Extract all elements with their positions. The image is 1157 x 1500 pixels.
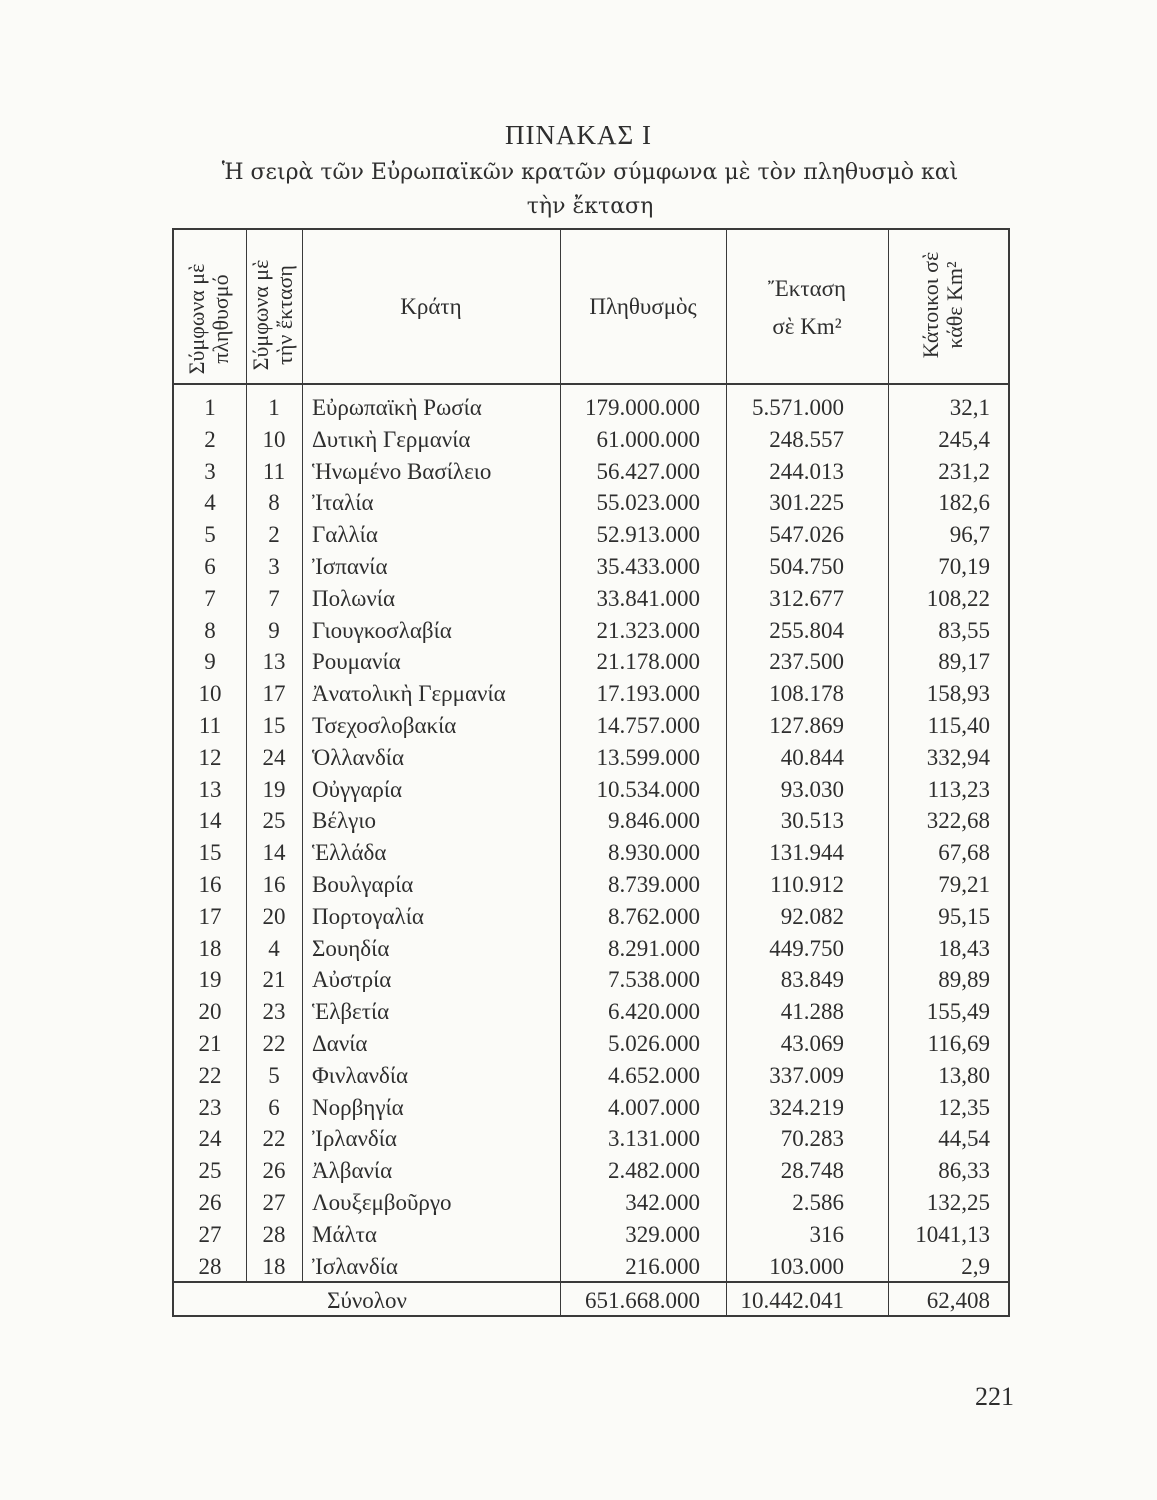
- cell-population: 17.193.000: [596, 681, 700, 707]
- cell-rank-area: 6: [268, 1094, 280, 1120]
- cell-population: 52.913.000: [596, 522, 700, 548]
- table-row: [174, 424, 1012, 456]
- cell-state-name: Ἰρλανδία: [312, 1126, 397, 1152]
- cell-rank-population: 7: [204, 585, 216, 611]
- cell-rank-population: 3: [204, 458, 216, 484]
- cell-rank-area: 23: [262, 999, 286, 1025]
- cell-rank-population: 19: [198, 967, 222, 993]
- total-area: 10.442.041: [740, 1288, 844, 1313]
- header-divider: [174, 383, 1008, 385]
- cell-rank-area: 4: [268, 935, 280, 961]
- cell-state-name: Μάλτα: [312, 1221, 377, 1247]
- cell-rank-area: 20: [262, 903, 286, 929]
- cell-state-name: Ἰσπανία: [312, 554, 388, 579]
- cell-population: 8.739.000: [608, 872, 700, 897]
- header-rank-area: [249, 245, 299, 385]
- cell-state-name: Πορτογαλία: [312, 903, 424, 929]
- cell-rank-population: 21: [198, 1031, 222, 1056]
- cell-population: 179.000.000: [585, 395, 700, 420]
- table-row: [174, 1219, 1012, 1251]
- table-row: [174, 551, 1012, 583]
- cell-density: 158,93: [926, 681, 990, 707]
- cell-rank-population: 6: [204, 554, 216, 579]
- cell-population: 342.000: [625, 1190, 700, 1215]
- cell-area: 312.677: [769, 585, 844, 611]
- table-row: [174, 1060, 1012, 1092]
- cell-area: 547.026: [769, 522, 844, 548]
- cell-state-name: Λουξεμβοῦργο: [312, 1190, 452, 1215]
- cell-state-name: Δανία: [312, 1031, 368, 1056]
- cell-density: 155,49: [926, 999, 990, 1025]
- table-row: [174, 710, 1012, 742]
- table-row: [174, 487, 1012, 519]
- cell-area: 41.288: [780, 999, 844, 1025]
- cell-rank-population: 23: [198, 1094, 222, 1120]
- cell-population: 61.000.000: [596, 426, 700, 452]
- cell-state-name: Δυτικὴ Γερμανία: [312, 426, 471, 452]
- cell-density: 116,69: [927, 1031, 990, 1056]
- header-population: Πληθυσμὸς: [589, 294, 697, 319]
- table-row: [174, 583, 1012, 615]
- cell-rank-area: 9: [268, 617, 280, 643]
- cell-density: 13,80: [938, 1062, 990, 1088]
- cell-population: 7.538.000: [608, 967, 700, 993]
- cell-population: 35.433.000: [596, 554, 700, 579]
- cell-state-name: Ἑλλάδα: [312, 840, 387, 866]
- cell-density: 322,68: [926, 808, 990, 834]
- cell-area: 83.849: [780, 967, 844, 993]
- cell-rank-population: 14: [198, 808, 222, 834]
- cell-area: 248.557: [769, 426, 844, 452]
- header-area-line2: σὲ Km²: [772, 314, 842, 339]
- header-rank-area-line2: τὴν ἔκταση: [272, 265, 297, 365]
- header-rank-population-line2: πληθυσμό: [208, 274, 233, 364]
- cell-density: 44,54: [938, 1126, 990, 1152]
- cell-rank-area: 8: [268, 490, 280, 516]
- cell-rank-population: 26: [198, 1190, 222, 1215]
- cell-state-name: Φινλανδία: [312, 1062, 409, 1088]
- cell-rank-area: 22: [262, 1031, 286, 1056]
- cell-area: 43.069: [780, 1031, 844, 1056]
- cell-area: 92.082: [780, 903, 844, 929]
- cell-rank-area: 26: [262, 1158, 286, 1184]
- cell-area: 30.513: [780, 808, 844, 834]
- cell-area: 2.586: [792, 1190, 844, 1215]
- cell-rank-area: 21: [262, 967, 286, 993]
- cell-rank-area: 2: [268, 522, 280, 548]
- cell-population: 216.000: [625, 1253, 700, 1279]
- cell-state-name: Γαλλία: [312, 522, 378, 548]
- cell-population: 4.007.000: [608, 1094, 700, 1120]
- cell-area: 324.219: [769, 1094, 844, 1120]
- cell-rank-population: 13: [198, 776, 222, 802]
- cell-rank-area: 24: [262, 744, 286, 770]
- table-row: [174, 837, 1012, 869]
- cell-rank-population: 15: [198, 840, 222, 866]
- cell-area: 316: [809, 1221, 844, 1247]
- cell-state-name: Ἰταλία: [312, 490, 374, 516]
- table-row: [174, 1092, 1012, 1124]
- header-density: [919, 235, 969, 375]
- table-row: [174, 1155, 1012, 1187]
- cell-area: 127.869: [769, 713, 844, 738]
- cell-area: 131.944: [769, 840, 844, 866]
- cell-rank-area: 22: [262, 1126, 286, 1152]
- cell-rank-area: 25: [262, 808, 286, 834]
- cell-rank-population: 12: [198, 744, 222, 770]
- total-density: 62,408: [926, 1288, 990, 1313]
- cell-rank-area: 1: [268, 395, 280, 420]
- cell-rank-population: 10: [198, 681, 222, 707]
- table-row: [174, 392, 1012, 424]
- cell-density: 115,40: [927, 713, 990, 738]
- cell-density: 2,9: [961, 1253, 990, 1279]
- cell-population: 2.482.000: [608, 1158, 700, 1184]
- cell-state-name: Ρουμανία: [312, 649, 401, 675]
- cell-density: 245,4: [938, 426, 990, 452]
- cell-rank-population: 16: [198, 872, 222, 897]
- header-rank-population-line1: Σύμφωνα μὲ: [184, 263, 209, 375]
- cell-area: 255.804: [769, 617, 844, 643]
- table-row: [174, 646, 1012, 678]
- table-row: [174, 996, 1012, 1028]
- cell-rank-area: 11: [262, 458, 286, 484]
- table-row: [174, 678, 1012, 710]
- cell-rank-area: 27: [262, 1190, 286, 1215]
- header-states: Κράτη: [400, 294, 462, 319]
- cell-rank-population: 25: [198, 1158, 222, 1184]
- cell-density: 95,15: [938, 903, 990, 929]
- cell-rank-population: 18: [198, 935, 222, 961]
- cell-state-name: Οὐγγαρία: [312, 776, 403, 802]
- cell-population: 9.846.000: [608, 808, 700, 834]
- table-row: [174, 805, 1012, 837]
- data-table: [172, 228, 1010, 1317]
- cell-rank-area: 16: [262, 872, 286, 897]
- cell-density: 12,35: [938, 1094, 990, 1120]
- cell-rank-area: 14: [262, 840, 286, 866]
- cell-area: 40.844: [780, 744, 844, 770]
- cell-rank-area: 10: [262, 426, 286, 452]
- header-area: [726, 270, 888, 346]
- cell-state-name: Ἰσλανδία: [312, 1253, 398, 1279]
- cell-population: 5.026.000: [608, 1031, 700, 1056]
- cell-density: 86,33: [938, 1158, 990, 1184]
- cell-density: 182,6: [938, 490, 990, 516]
- cell-state-name: Νορβηγία: [312, 1094, 404, 1120]
- table-row: [174, 964, 1012, 996]
- cell-population: 8.762.000: [608, 903, 700, 929]
- cell-population: 8.291.000: [608, 935, 700, 961]
- header-rank-area-line1: Σύμφωνα μὲ: [248, 259, 273, 371]
- cell-state-name: Ἑλβετία: [312, 999, 390, 1025]
- table-row: [174, 1028, 1012, 1060]
- cell-rank-population: 28: [198, 1253, 222, 1279]
- cell-rank-area: 17: [262, 681, 286, 707]
- cell-density: 96,7: [949, 522, 990, 548]
- cell-population: 21.178.000: [596, 649, 700, 675]
- cell-rank-population: 4: [204, 490, 216, 516]
- header-area-line1: Ἔκταση: [767, 276, 847, 301]
- cell-density: 32,1: [949, 395, 990, 420]
- cell-state-name: Αὐστρία: [312, 967, 392, 993]
- cell-area: 28.748: [780, 1158, 844, 1184]
- cell-area: 5.571.000: [752, 395, 844, 420]
- cell-density: 89,89: [938, 967, 990, 993]
- cell-state-name: Γιουγκοσλαβία: [312, 617, 452, 643]
- cell-area: 237.500: [769, 649, 844, 675]
- cell-area: 93.030: [780, 776, 844, 802]
- cell-density: 83,55: [938, 617, 990, 643]
- header-density-line2: κάθε Km²: [942, 261, 967, 349]
- cell-rank-population: 5: [204, 522, 216, 548]
- table-title: ΠΙΝΑΚΑΣ Ι: [505, 120, 652, 150]
- cell-rank-population: 20: [198, 999, 222, 1025]
- cell-rank-area: 5: [268, 1062, 280, 1088]
- cell-population: 21.323.000: [596, 617, 700, 643]
- cell-rank-area: 19: [262, 776, 286, 802]
- cell-state-name: Ὁλλανδία: [312, 744, 405, 770]
- cell-population: 33.841.000: [596, 585, 700, 611]
- total-population: 651.668.000: [585, 1288, 700, 1313]
- cell-rank-area: 13: [262, 649, 286, 675]
- cell-rank-population: 22: [198, 1062, 222, 1088]
- cell-area: 108.178: [769, 681, 844, 707]
- cell-state-name: Πολωνία: [312, 585, 396, 611]
- cell-rank-population: 2: [204, 426, 216, 452]
- table-row: [174, 1123, 1012, 1155]
- table-row: [174, 901, 1012, 933]
- cell-rank-population: 27: [198, 1221, 222, 1247]
- cell-population: 55.023.000: [596, 490, 700, 516]
- cell-density: 1041,13: [915, 1221, 990, 1247]
- cell-rank-population: 1: [204, 395, 216, 420]
- cell-population: 6.420.000: [608, 999, 700, 1025]
- cell-population: 329.000: [625, 1221, 700, 1247]
- cell-population: 3.131.000: [608, 1126, 700, 1152]
- cell-density: 70,19: [938, 554, 990, 579]
- cell-population: 13.599.000: [596, 744, 700, 770]
- cell-rank-population: 11: [198, 713, 222, 738]
- cell-state-name: Βουλγαρία: [312, 872, 414, 897]
- cell-state-name: Ἀνατολικὴ Γερμανία: [312, 681, 506, 707]
- cell-state-name: Εὐρωπαϊκὴ Ρωσία: [312, 395, 482, 420]
- cell-population: 14.757.000: [596, 713, 700, 738]
- cell-rank-population: 8: [204, 617, 216, 643]
- cell-density: 132,25: [926, 1190, 990, 1215]
- table-row: [174, 1251, 1012, 1283]
- header-rank-population: [185, 249, 235, 389]
- cell-population: 56.427.000: [596, 458, 700, 484]
- cell-rank-area: 7: [268, 585, 280, 611]
- cell-area: 103.000: [769, 1253, 844, 1279]
- cell-area: 449.750: [769, 935, 844, 961]
- table-row: [174, 519, 1012, 551]
- cell-area: 70.283: [780, 1126, 844, 1152]
- cell-density: 18,43: [938, 935, 990, 961]
- cell-area: 301.225: [769, 490, 844, 516]
- cell-density: 332,94: [926, 744, 990, 770]
- total-label: Σύνολον: [327, 1288, 407, 1313]
- cell-area: 244.013: [769, 458, 844, 484]
- cell-rank-area: 3: [268, 554, 280, 579]
- cell-population: 8.930.000: [608, 840, 700, 866]
- cell-population: 10.534.000: [596, 776, 700, 802]
- table-subtitle: Ἡ σειρὰ τῶν Εὐρωπαϊκῶν κρατῶν σύμφωνα μὲ τὸν πληθυσμὸ καὶ τὴν ἔκταση: [221, 160, 959, 219]
- cell-area: 110.912: [770, 872, 844, 897]
- cell-density: 79,21: [938, 872, 990, 897]
- cell-state-name: Βέλγιο: [312, 808, 377, 834]
- table-row: [174, 742, 1012, 774]
- cell-rank-area: 18: [262, 1253, 286, 1279]
- cell-rank-population: 24: [198, 1126, 222, 1152]
- header-density-line1: Κάτοικοι σὲ: [918, 251, 943, 359]
- cell-state-name: Ἡνωμένο Βασίλειο: [312, 458, 492, 484]
- cell-population: 4.652.000: [608, 1062, 700, 1088]
- cell-state-name: Τσεχοσλοβακία: [312, 713, 457, 738]
- cell-rank-area: 15: [262, 713, 286, 738]
- table-row: [174, 456, 1012, 488]
- cell-state-name: Σουηδία: [312, 935, 390, 961]
- table-row: [174, 933, 1012, 965]
- cell-state-name: Ἀλβανία: [312, 1158, 393, 1184]
- table-row: [174, 615, 1012, 647]
- cell-density: 113,23: [927, 776, 990, 802]
- page-number: 221: [975, 1382, 1014, 1411]
- cell-rank-population: 9: [204, 649, 216, 675]
- cell-area: 504.750: [769, 554, 844, 579]
- cell-density: 231,2: [938, 458, 990, 484]
- cell-density: 108,22: [926, 585, 990, 611]
- table-row: [174, 1187, 1012, 1219]
- cell-density: 67,68: [938, 840, 990, 866]
- cell-density: 89,17: [938, 649, 990, 675]
- cell-rank-area: 28: [262, 1221, 286, 1247]
- table-row: [174, 869, 1012, 901]
- cell-area: 337.009: [769, 1062, 844, 1088]
- cell-rank-population: 17: [198, 903, 222, 929]
- table-row: [174, 774, 1012, 806]
